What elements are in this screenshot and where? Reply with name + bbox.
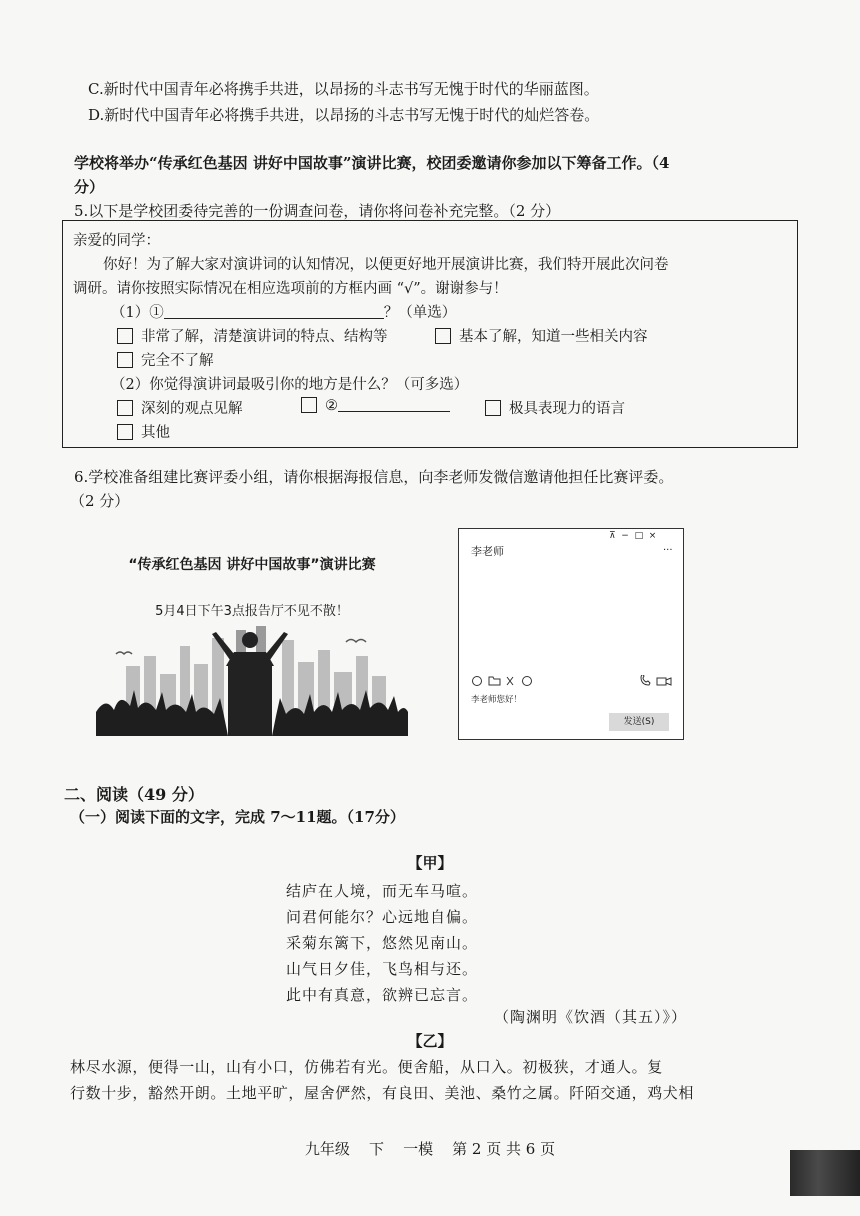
survey-q1-option-3[interactable] (117, 349, 214, 370)
survey-q1-option-1[interactable] (117, 325, 388, 346)
survey-q2-option-1[interactable] (117, 397, 243, 418)
survey-box (62, 220, 798, 448)
survey-q2-option-3[interactable] (485, 397, 625, 418)
yi-heading: 【乙】 (407, 1032, 453, 1050)
option-d: D.新时代中国青年必将携手共进，以昂扬的斗志书写无愧于时代的灿烂答卷。 (88, 106, 600, 124)
intro-line-2: 分） (74, 178, 105, 196)
survey-para-2: 调研。请你按照实际情况在相应选项前的方框内画 “√”。谢谢参与！ (73, 281, 508, 297)
checkbox[interactable] (117, 400, 133, 416)
call-toolbar (639, 675, 673, 687)
option-label: 极具表现力的语言 (509, 401, 625, 417)
yi-line-2: 行数十步，豁然开朗。土地平旷，屋舍俨然，有良田、美池、桑竹之属。阡陌交通，鸡犬相 (70, 1084, 695, 1102)
survey-q1-prefix: （1）① (111, 305, 164, 321)
poem-line: 结庐在人境，而无车马喧。 (286, 882, 479, 900)
option-label: 完全不了解 (141, 353, 214, 369)
poster-subtitle: 5月4日下午3点报告厅不见不散！ (155, 604, 349, 619)
blank-2[interactable] (338, 397, 450, 412)
wechat-chat-window (458, 528, 684, 740)
scissors-icon[interactable] (507, 677, 513, 685)
poem-line: 采菊东篱下，悠然见南山。 (286, 934, 479, 952)
checkbox[interactable] (117, 424, 133, 440)
section-2-heading: 二、阅读（49 分） (64, 785, 204, 804)
more-icon[interactable]: ··· (663, 545, 673, 556)
jia-heading: 【甲】 (407, 854, 453, 872)
chat-toolbar (471, 675, 541, 687)
send-button[interactable]: 发送(S) (609, 713, 669, 731)
checkbox[interactable] (485, 400, 501, 416)
survey-greeting: 亲爱的同学： (73, 233, 160, 249)
question-6-line-1: 6.学校准备组建比赛评委小组，请你根据海报信息，向李老师发微信邀请他担任比赛评委。 (74, 468, 674, 486)
chat-history-icon[interactable] (523, 677, 532, 686)
question-5: 5.以下是学校团委待完善的一份调查问卷，请你将问卷补充完整。（2 分） (74, 202, 561, 220)
poster-illustration (96, 626, 408, 736)
speech-contest-poster (96, 530, 408, 760)
intro-line-1: 学校将举办“传承红色基因 讲好中国故事”演讲比赛，校团委邀请你参加以下筹备工作。（4 (74, 154, 670, 172)
poem-line: 山气日夕佳，飞鸟相与还。 (286, 960, 479, 978)
part-1-heading: （一）阅读下面的文字，完成 7～11题。（17分） (70, 808, 405, 826)
window-controls[interactable]: ⊼ − □ × (609, 531, 657, 541)
yi-line-1: 林尽水源，便得一山，山有小口，仿佛若有光。便舍船，从口入。初极狭，才通人。复 (70, 1058, 663, 1076)
poster-title: “传承红色基因 讲好中国故事”演讲比赛 (128, 557, 376, 573)
option-label: 非常了解，清楚演讲词的特点、结构等 (141, 329, 388, 345)
blank-1[interactable] (164, 304, 384, 319)
option-c: C.新时代中国青年必将携手共进，以昂扬的斗志书写无愧于时代的华丽蓝图。 (88, 80, 599, 98)
checkbox[interactable] (117, 352, 133, 368)
option-label: 其他 (141, 425, 170, 441)
folder-icon[interactable] (489, 677, 500, 685)
survey-q1-suffix: ？（单选） (383, 305, 457, 321)
question-6-line-2: （2 分） (70, 492, 130, 510)
option-label: ② (325, 398, 338, 414)
survey-q2-option-2[interactable] (301, 397, 450, 414)
checkbox[interactable] (301, 397, 317, 413)
checkbox[interactable] (117, 328, 133, 344)
video-icon[interactable] (657, 678, 666, 685)
chat-input[interactable]: 李老师您好！ (471, 695, 523, 705)
poem-line: 此中有真意，欲辨已忘言。 (286, 986, 479, 1004)
poem-source: （陶渊明《饮酒（其五）》） (494, 1008, 688, 1026)
checkbox[interactable] (435, 328, 451, 344)
option-label: 基本了解，知道一些相关内容 (459, 329, 648, 345)
page-footer: 九年级 下 一模 第 2 页 共 6 页 (304, 1140, 556, 1158)
survey-q2: （2）你觉得演讲词最吸引你的地方是什么？（可多选） (111, 377, 469, 393)
survey-q1 (111, 301, 456, 322)
poem-line: 问君何能尔？心远地自偏。 (286, 908, 479, 926)
emoji-icon[interactable] (473, 677, 482, 686)
survey-q1-option-2[interactable] (435, 325, 648, 346)
phone-icon[interactable] (641, 675, 650, 685)
scan-artifact (790, 1150, 860, 1196)
survey-q2-option-4[interactable] (117, 421, 170, 442)
chat-contact-name: 李老师 (471, 545, 504, 558)
survey-para-1: 你好！为了解大家对演讲词的认知情况，以便更好地开展演讲比赛，我们特开展此次问卷 (103, 257, 669, 273)
option-label: 深刻的观点见解 (141, 401, 243, 417)
